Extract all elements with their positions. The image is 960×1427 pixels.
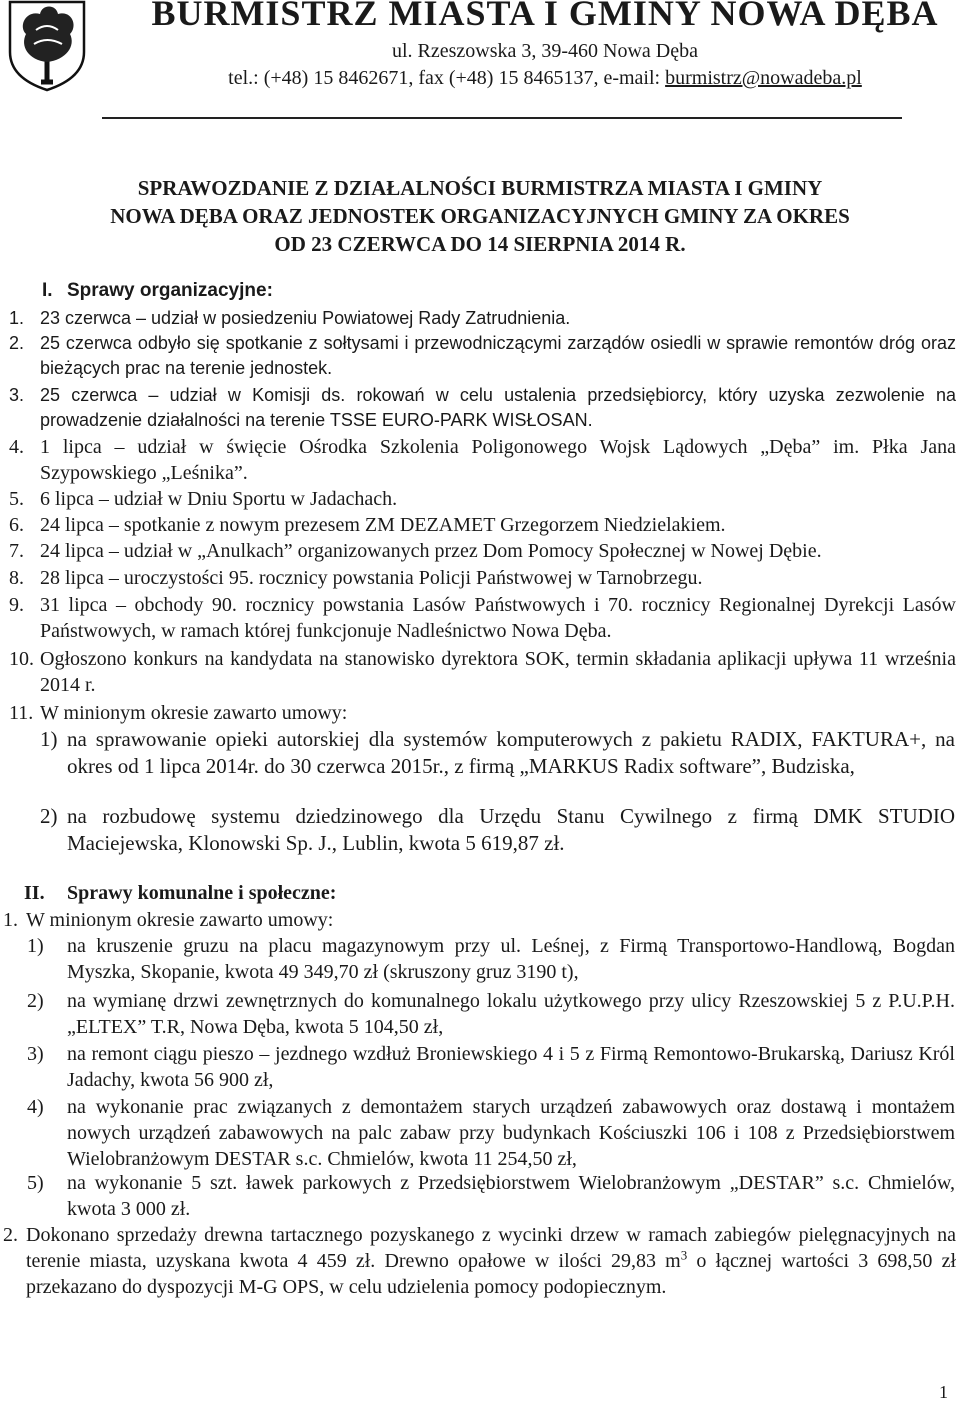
list-item-text: 25 czerwca – udział w Komisji ds. rokowań w celu ustalenia przedsiębiorcy, który uzyska zezwolenie na prowadzenie działalności na terenie TSSE EURO-PARK WISŁOSAN. — [40, 385, 956, 430]
list-item — [9, 306, 949, 331]
list-item-number: 5. — [9, 488, 24, 510]
document-title-line: SPRAWOZDANIE Z DZIAŁALNOŚCI BURMISTRZA MIASTA I GMINY — [137, 176, 823, 200]
list-item-number: 1. — [9, 308, 25, 328]
document-title — [60, 174, 900, 258]
list-item — [3, 907, 953, 933]
list-item-number: 2. — [9, 333, 25, 353]
document-title-line: NOWA DĘBA ORAZ JEDNOSTEK ORGANIZACYJNYCH GMINY ZA OKRES — [110, 204, 850, 228]
list-item — [9, 486, 956, 512]
list-item — [9, 565, 956, 591]
list-item — [9, 512, 956, 538]
list-item — [9, 383, 956, 433]
crest-logo — [6, 0, 88, 92]
sub-list-item-text: na remont ciągu pieszo – jezdnego wzdłuż Broniewskiego 4 i 5 z Firmą Remontowo-Brukarską, Dariusz Król Jadachy, kwota 56 900 zł, — [67, 1043, 955, 1091]
sub-list-item — [27, 988, 955, 1040]
list-item — [9, 331, 956, 381]
email-link[interactable]: burmistrz@nowadeba.pl — [665, 67, 862, 89]
sub-list-item — [27, 1094, 955, 1172]
list-item — [3, 1222, 956, 1300]
sub-list-item-number: 1) — [40, 727, 58, 751]
sub-list-item-text: na kruszenie gruzu na placu magazynowym przy ul. Leśnej, z Firmą Transportowo-Handlową, Bogdan Myszka, Skopanie, kwota 49 349,70 zł (skruszony gruz 3190 t), — [67, 935, 955, 983]
superscript: 3 — [680, 1247, 688, 1263]
list-item-number: 7. — [9, 540, 24, 562]
list-item-number: 6. — [9, 514, 24, 536]
sub-list-item — [40, 803, 955, 857]
list-item-number: 11. — [9, 702, 34, 724]
section-1-title: Sprawy organizacyjne: — [67, 280, 273, 301]
list-item — [9, 538, 956, 564]
list-item-number: 4. — [9, 436, 24, 458]
header-contact — [150, 67, 940, 90]
list-item-text — [26, 1222, 956, 1300]
sub-list-item-text: na wykonanie prac związanych z demontażem starych urządzeń zabawowych oraz dostawą i montażem nowych urządzeń zabawowych na palc zabaw przy budynkach Kościuszki 106 i 108 z Przedsiębiorstwem Wielobranżowym DESTAR s.c. Chmielów, kwota 11 254,50 zł, — [67, 1096, 955, 1170]
section-1-number: I. — [42, 280, 53, 301]
list-item-text: 31 lipca – obchody 90. rocznicy powstania Lasów Państwowych i 70. rocznicy Regionalnej Dyrekcji Lasów Państwowych, w ramach której funkcjonuje Nadleśnictwo Nowa Dęba. — [40, 594, 956, 642]
page-number: 1 — [939, 1382, 948, 1402]
header-contact-phone: tel.: (+48) 15 8462671, fax (+48) 15 8465137, e-mail: — [228, 67, 666, 89]
sub-list-item — [27, 1170, 955, 1222]
list-item-text: 24 lipca – udział w „Anulkach” organizowanych przez Dom Pomocy Społecznej w Nowej Dębie. — [40, 540, 822, 562]
section-2-title: Sprawy komunalne i społeczne: — [67, 882, 337, 904]
list-item — [9, 646, 956, 698]
list-item-text: 23 czerwca – udział w posiedzeniu Powiatowej Rady Zatrudnienia. — [40, 308, 571, 328]
list-item-text: 24 lipca – spotkanie z nowym prezesem ZM DEZAMET Grzegorzem Niedzielakiem. — [40, 514, 726, 536]
sub-list-item-number: 2) — [27, 990, 44, 1012]
list-item-number: 1. — [3, 909, 18, 931]
list-item-number: 10. — [9, 648, 34, 670]
list-item-text: 1 lipca – udział w święcie Ośrodka Szkolenia Poligonowego Wojsk Lądowych „Dęba” im. Płka Jana Szypowskiego „Leśnika”. — [40, 436, 956, 484]
section-2-number: II. — [24, 882, 45, 904]
header-divider — [102, 117, 902, 119]
document-title-line: OD 23 CZERWCA DO 14 SIERPNIA 2014 R. — [274, 232, 686, 256]
sub-list-item-text: na wykonanie 5 szt. ławek parkowych z Przedsiębiorstwem Wielobranżowym „DESTAR” s.c. Chmielów, kwota 3 000 zł. — [67, 1172, 955, 1220]
list-item-text-part: o łącznej wartości 3 698,50 zł przekazano do dyspozycji M-G OPS, w celu udzielenia pomocy podopiecznym. — [26, 1250, 957, 1298]
sub-list-item-text: na rozbudowę systemu dziedzinowego dla Urzędu Stanu Cywilnego z firmą DMK STUDIO Maciejewska, Klonowski Sp. J., Lublin, kwota 5 619,87 zł. — [67, 804, 955, 855]
list-item-number: 9. — [9, 594, 24, 616]
list-item-number: 2. — [3, 1224, 18, 1246]
sub-list-item-text: na wymianę drzwi zewnętrznych do komunalnego lokalu użytkowego przy ulicy Rzeszowskiej 5 z P.U.P.H. „ELTEX” T.R, Nowa Dęba, kwota 5 104,50 zł, — [67, 990, 955, 1038]
sub-list-item-number: 1) — [27, 935, 44, 957]
header-title: BURMISTRZ MIASTA I GMINY NOWA DĘBA — [151, 0, 939, 33]
sub-list-item — [40, 726, 955, 780]
list-item-text: Ogłoszono konkurs na kandydata na stanowisko dyrektora SOK, termin składania aplikacji upływa 11 września 2014 r. — [40, 648, 956, 696]
list-item-text: W minionym okresie zawarto umowy: — [40, 702, 348, 724]
sub-list-item-number: 3) — [27, 1043, 44, 1065]
list-item-text: 25 czerwca odbyło się spotkanie z sołtysami i przewodniczącymi zarządów osiedli w sprawie remontów dróg oraz bieżących prac na terenie jednostek. — [40, 333, 956, 378]
list-item — [9, 700, 956, 726]
list-item-text: 28 lipca – uroczystości 95. rocznicy powstania Policji Państwowej w Tarnobrzegu. — [40, 567, 703, 589]
list-item-number: 3. — [9, 385, 25, 405]
list-item-number: 8. — [9, 567, 24, 589]
list-item-text: 6 lipca – udział w Dniu Sportu w Jadachach. — [40, 488, 398, 510]
list-item — [9, 592, 956, 644]
sub-list-item-text: na sprawowanie opieki autorskiej dla systemów komputerowych z pakietu RADIX, FAKTURA+, na okres od 1 lipca 2014r. do 30 czerwca 2015r., z firmą „MARKUS Radix software”, Budziska, — [67, 727, 955, 778]
header-address: ul. Rzeszowska 3, 39-460 Nowa Dęba — [391, 40, 699, 62]
sub-list-item — [27, 1041, 955, 1093]
sub-list-item — [27, 933, 955, 985]
sub-list-item-number: 2) — [40, 804, 58, 828]
sub-list-item-number: 5) — [27, 1172, 44, 1194]
list-item-text-part: Dokonano sprzedaży drewna tartacznego pozyskanego z wycinki drzew w ramach zabiegów pielęgnacyjnych na terenie miasta, uzyskana kwota 4 459 zł. Drewno opałowe w ilości 29,83 m — [26, 1224, 956, 1272]
list-item-text: W minionym okresie zawarto umowy: — [26, 909, 334, 931]
sub-list-item-number: 4) — [27, 1096, 44, 1118]
list-item — [9, 434, 956, 486]
